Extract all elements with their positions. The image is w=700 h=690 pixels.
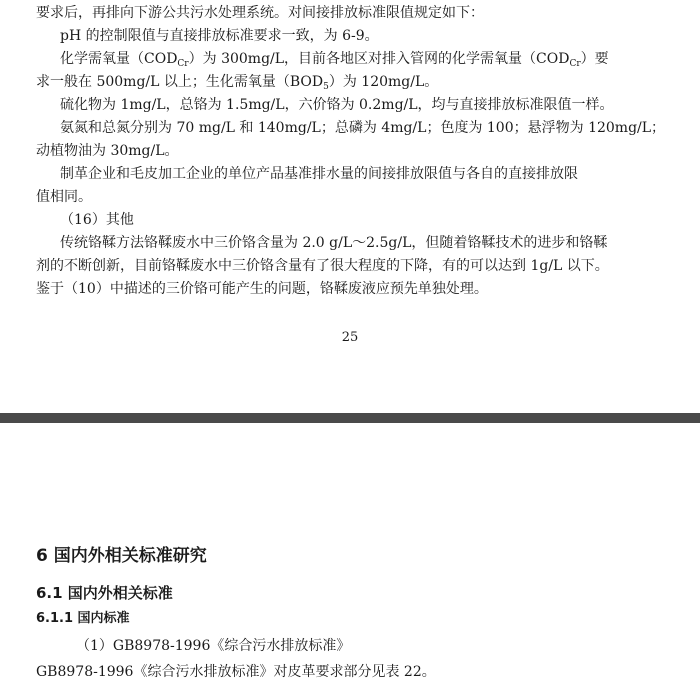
paragraph-line-bod — [36, 72, 438, 92]
body-line: GB8978-1996《综合污水排放标准》对皮革要求部分见表 22。 — [36, 664, 436, 680]
section-heading: 6.1 国内外相关标准 — [36, 584, 173, 602]
page-divider — [0, 413, 700, 423]
text-segment: ）为 300mg/L，目前各地区对排入管网的化学需氧量（COD — [188, 51, 570, 67]
section-label: （16）其他 — [60, 212, 134, 228]
text-segment: ）要 — [580, 51, 609, 67]
text-segment: ）为 120mg/L。 — [328, 74, 439, 90]
subscript: 5 — [323, 82, 329, 92]
body-line: （1）GB8978-1996《综合污水排放标准》 — [76, 638, 351, 654]
paragraph-line: 动植物油为 30mg/L。 — [36, 143, 179, 159]
paragraph-line: 硫化物为 1mg/L，总铬为 1.5mg/L，六价铬为 0.2mg/L，均与直接排放标准限值一样。 — [60, 97, 614, 113]
paragraph-line: 传统铬鞣方法铬鞣废水中三价铬含量为 2.0 g/L～2.5g/L，但随着铬鞣技术的进步和铬鞣 — [60, 235, 608, 251]
paragraph-line: 值相同。 — [36, 189, 92, 205]
subscript: Cr — [569, 59, 581, 69]
paragraph-line: 氨氮和总氮分别为 70 mg/L 和 140mg/L；总磷为 4mg/L；色度为 100；悬浮物为 120mg/L； — [60, 120, 666, 136]
paragraph-line-cod — [60, 49, 609, 69]
paragraph-line: 要求后，再排向下游公共污水处理系统。对间接排放标准限值规定如下： — [36, 5, 484, 21]
text-segment: 化学需氧量（COD — [60, 51, 178, 67]
subscript: Cr — [177, 59, 189, 69]
text-segment: 求一般在 500mg/L 以上；生化需氧量（BOD — [36, 74, 324, 90]
chapter-heading: 6 国内外相关标准研究 — [36, 546, 207, 566]
paragraph-line: 剂的不断创新，目前铬鞣废水中三价铬含量有了很大程度的下降，有的可以达到 1g/L 以下。 — [36, 258, 609, 274]
paragraph-line: pH 的控制限值与直接排放标准要求一致，为 6-9。 — [60, 28, 379, 44]
paragraph-line: 制革企业和毛皮加工企业的单位产品基准排水量的间接排放限值与各自的直接排放限 — [60, 166, 578, 182]
subsection-heading: 6.1.1 国内标准 — [36, 611, 130, 626]
paragraph-line: 鉴于（10）中描述的三价铬可能产生的问题，铬鞣废液应预先单独处理。 — [36, 281, 488, 297]
page-number: 25 — [341, 330, 359, 345]
